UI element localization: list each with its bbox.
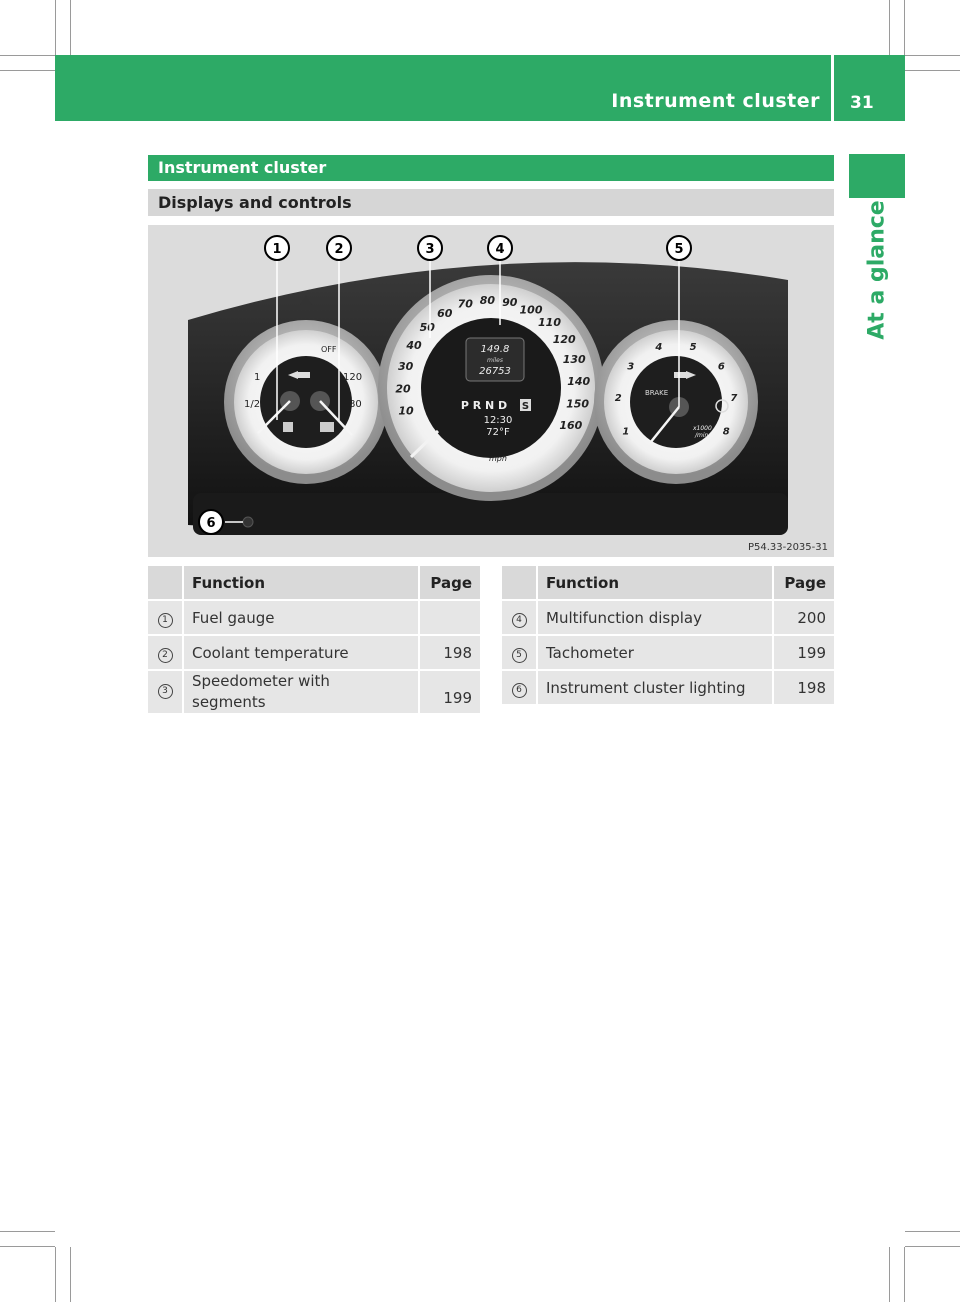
instrument-cluster-illustration [148, 225, 834, 557]
speed-tick-label: 160 [559, 419, 583, 432]
row-marker: 3 [158, 684, 173, 699]
row-page: 199 [772, 634, 834, 669]
row-page: 198 [418, 634, 480, 669]
gear-mode: S [521, 401, 530, 412]
table-header-row [148, 566, 480, 599]
col-header-marker [148, 566, 184, 599]
col-header-marker [502, 566, 538, 599]
crop-mark [70, 1247, 71, 1302]
rpm-tick-label: 6 [717, 361, 725, 373]
trip-unit: miles [487, 357, 503, 364]
crop-mark [905, 1231, 960, 1232]
callout-5: 5 [674, 242, 684, 257]
clock-display: 12:30 [483, 415, 513, 426]
crop-mark [905, 55, 960, 56]
callout-4: 4 [495, 242, 505, 257]
crop-mark [0, 1231, 55, 1232]
header-separator [831, 55, 834, 121]
crop-mark [905, 70, 960, 71]
speed-tick-label: 40 [406, 339, 422, 353]
col-header-function: Function [538, 566, 772, 599]
speed-tick-label: 140 [567, 375, 591, 389]
brake-warning-label: BRAKE [645, 389, 669, 397]
row-function: Speedometer with segments [184, 669, 418, 713]
speed-tick-label: 30 [398, 360, 414, 374]
row-page: 200 [772, 599, 834, 634]
crop-mark [904, 1247, 905, 1302]
turn-signal-left-icon-bar [298, 372, 310, 378]
table-row [502, 599, 834, 634]
trip-value: 149.8 [480, 344, 510, 355]
outside-temperature: 72°F [486, 427, 510, 438]
row-page: 199 [418, 669, 480, 713]
speed-tick-label: 120 [552, 333, 576, 347]
rpm-tick-label: 7 [730, 393, 738, 405]
row-marker: 1 [158, 613, 173, 628]
callout-2: 2 [334, 242, 344, 257]
crop-mark [70, 0, 71, 55]
row-function: Tachometer [538, 634, 772, 669]
crop-mark [0, 1246, 55, 1247]
rpm-tick-label: 8 [722, 426, 730, 438]
side-tab-marker [849, 154, 905, 198]
speed-tick-label: 130 [562, 353, 586, 367]
rpm-tick-label: 4 [655, 342, 663, 354]
row-marker-cell [502, 599, 538, 634]
crop-mark [0, 70, 55, 71]
coolant-label-80: 80 [349, 399, 362, 410]
crop-mark [55, 1247, 56, 1302]
crop-mark [905, 1246, 960, 1247]
row-marker: 2 [158, 648, 173, 663]
row-marker-cell [502, 669, 538, 704]
left-gauge-center [260, 356, 352, 448]
function-table-right [502, 566, 834, 704]
row-marker-cell [148, 634, 184, 669]
crop-mark [55, 0, 56, 55]
speed-tick-label: 10 [398, 404, 414, 418]
rpm-tick-label: 1 [622, 426, 630, 438]
rpm-tick-label: 3 [627, 361, 635, 373]
fuel-pump-icon [283, 422, 293, 432]
row-function: Coolant temperature [184, 634, 418, 669]
table-row [502, 669, 834, 704]
section-title: Instrument cluster [148, 155, 834, 181]
row-marker-cell [148, 669, 184, 713]
gear-indicator: P R N D [460, 399, 508, 412]
speed-tick-label: 60 [437, 307, 453, 320]
row-page [418, 599, 480, 634]
fuel-label-half: 1/2 [244, 399, 261, 410]
coolant-label-120: 120 [343, 372, 363, 383]
odometer-value: 26753 [479, 366, 511, 377]
col-header-function: Function [184, 566, 418, 599]
row-page: 198 [772, 669, 834, 704]
row-marker-cell [502, 634, 538, 669]
speed-unit: mph [489, 454, 507, 463]
row-marker-cell [148, 599, 184, 634]
speed-tick-label: 50 [419, 321, 435, 335]
rpm-tick-label: 2 [614, 393, 622, 405]
fuel-label-full: 1 [254, 372, 261, 383]
side-tab-label: At a glance [864, 200, 890, 340]
col-header-page: Page [418, 566, 480, 599]
figure-reference: P54.33-2035-31 [747, 542, 828, 553]
callout-3: 3 [425, 242, 435, 257]
crop-mark [904, 0, 905, 55]
row-marker: 6 [512, 683, 527, 698]
esp-off-label: OFF [321, 345, 337, 354]
lighting-knob [243, 517, 253, 527]
crop-mark [889, 0, 890, 55]
table-row [148, 599, 480, 634]
table-row [148, 634, 480, 669]
crop-mark [889, 1247, 890, 1302]
table-row [148, 669, 480, 713]
section-subtitle: Displays and controls [148, 189, 834, 216]
running-header-title: Instrument cluster [611, 90, 820, 112]
rpm-tick-label: 5 [689, 342, 697, 354]
row-marker: 5 [512, 648, 527, 663]
callout-6: 6 [206, 516, 216, 531]
speed-tick-label: 110 [538, 316, 561, 330]
function-table-left [148, 566, 480, 713]
row-function: Instrument cluster lighting [538, 669, 772, 704]
instrument-cluster-figure [148, 225, 834, 557]
tachometer-unit-bottom: /min [695, 432, 709, 439]
speed-tick-label: 90 [502, 295, 518, 309]
table-header-row [502, 566, 834, 599]
row-function: Multifunction display [538, 599, 772, 634]
speed-tick-label: 70 [457, 297, 473, 311]
row-function: Fuel gauge [184, 599, 418, 634]
callout-1: 1 [272, 242, 282, 257]
tachometer-unit-top: x1000 [693, 425, 712, 432]
speed-tick-label: 150 [566, 397, 590, 411]
speed-tick-label: 80 [479, 293, 496, 307]
speed-tick-label: 100 [519, 303, 543, 317]
row-marker: 4 [512, 613, 527, 628]
page-number: 31 [850, 93, 874, 113]
crop-mark [0, 55, 55, 56]
coolant-temperature-icon [320, 422, 334, 432]
table-row [502, 634, 834, 669]
turn-signal-right-icon-bar [674, 372, 686, 378]
col-header-page: Page [772, 566, 834, 599]
speed-tick-label: 20 [395, 382, 411, 396]
